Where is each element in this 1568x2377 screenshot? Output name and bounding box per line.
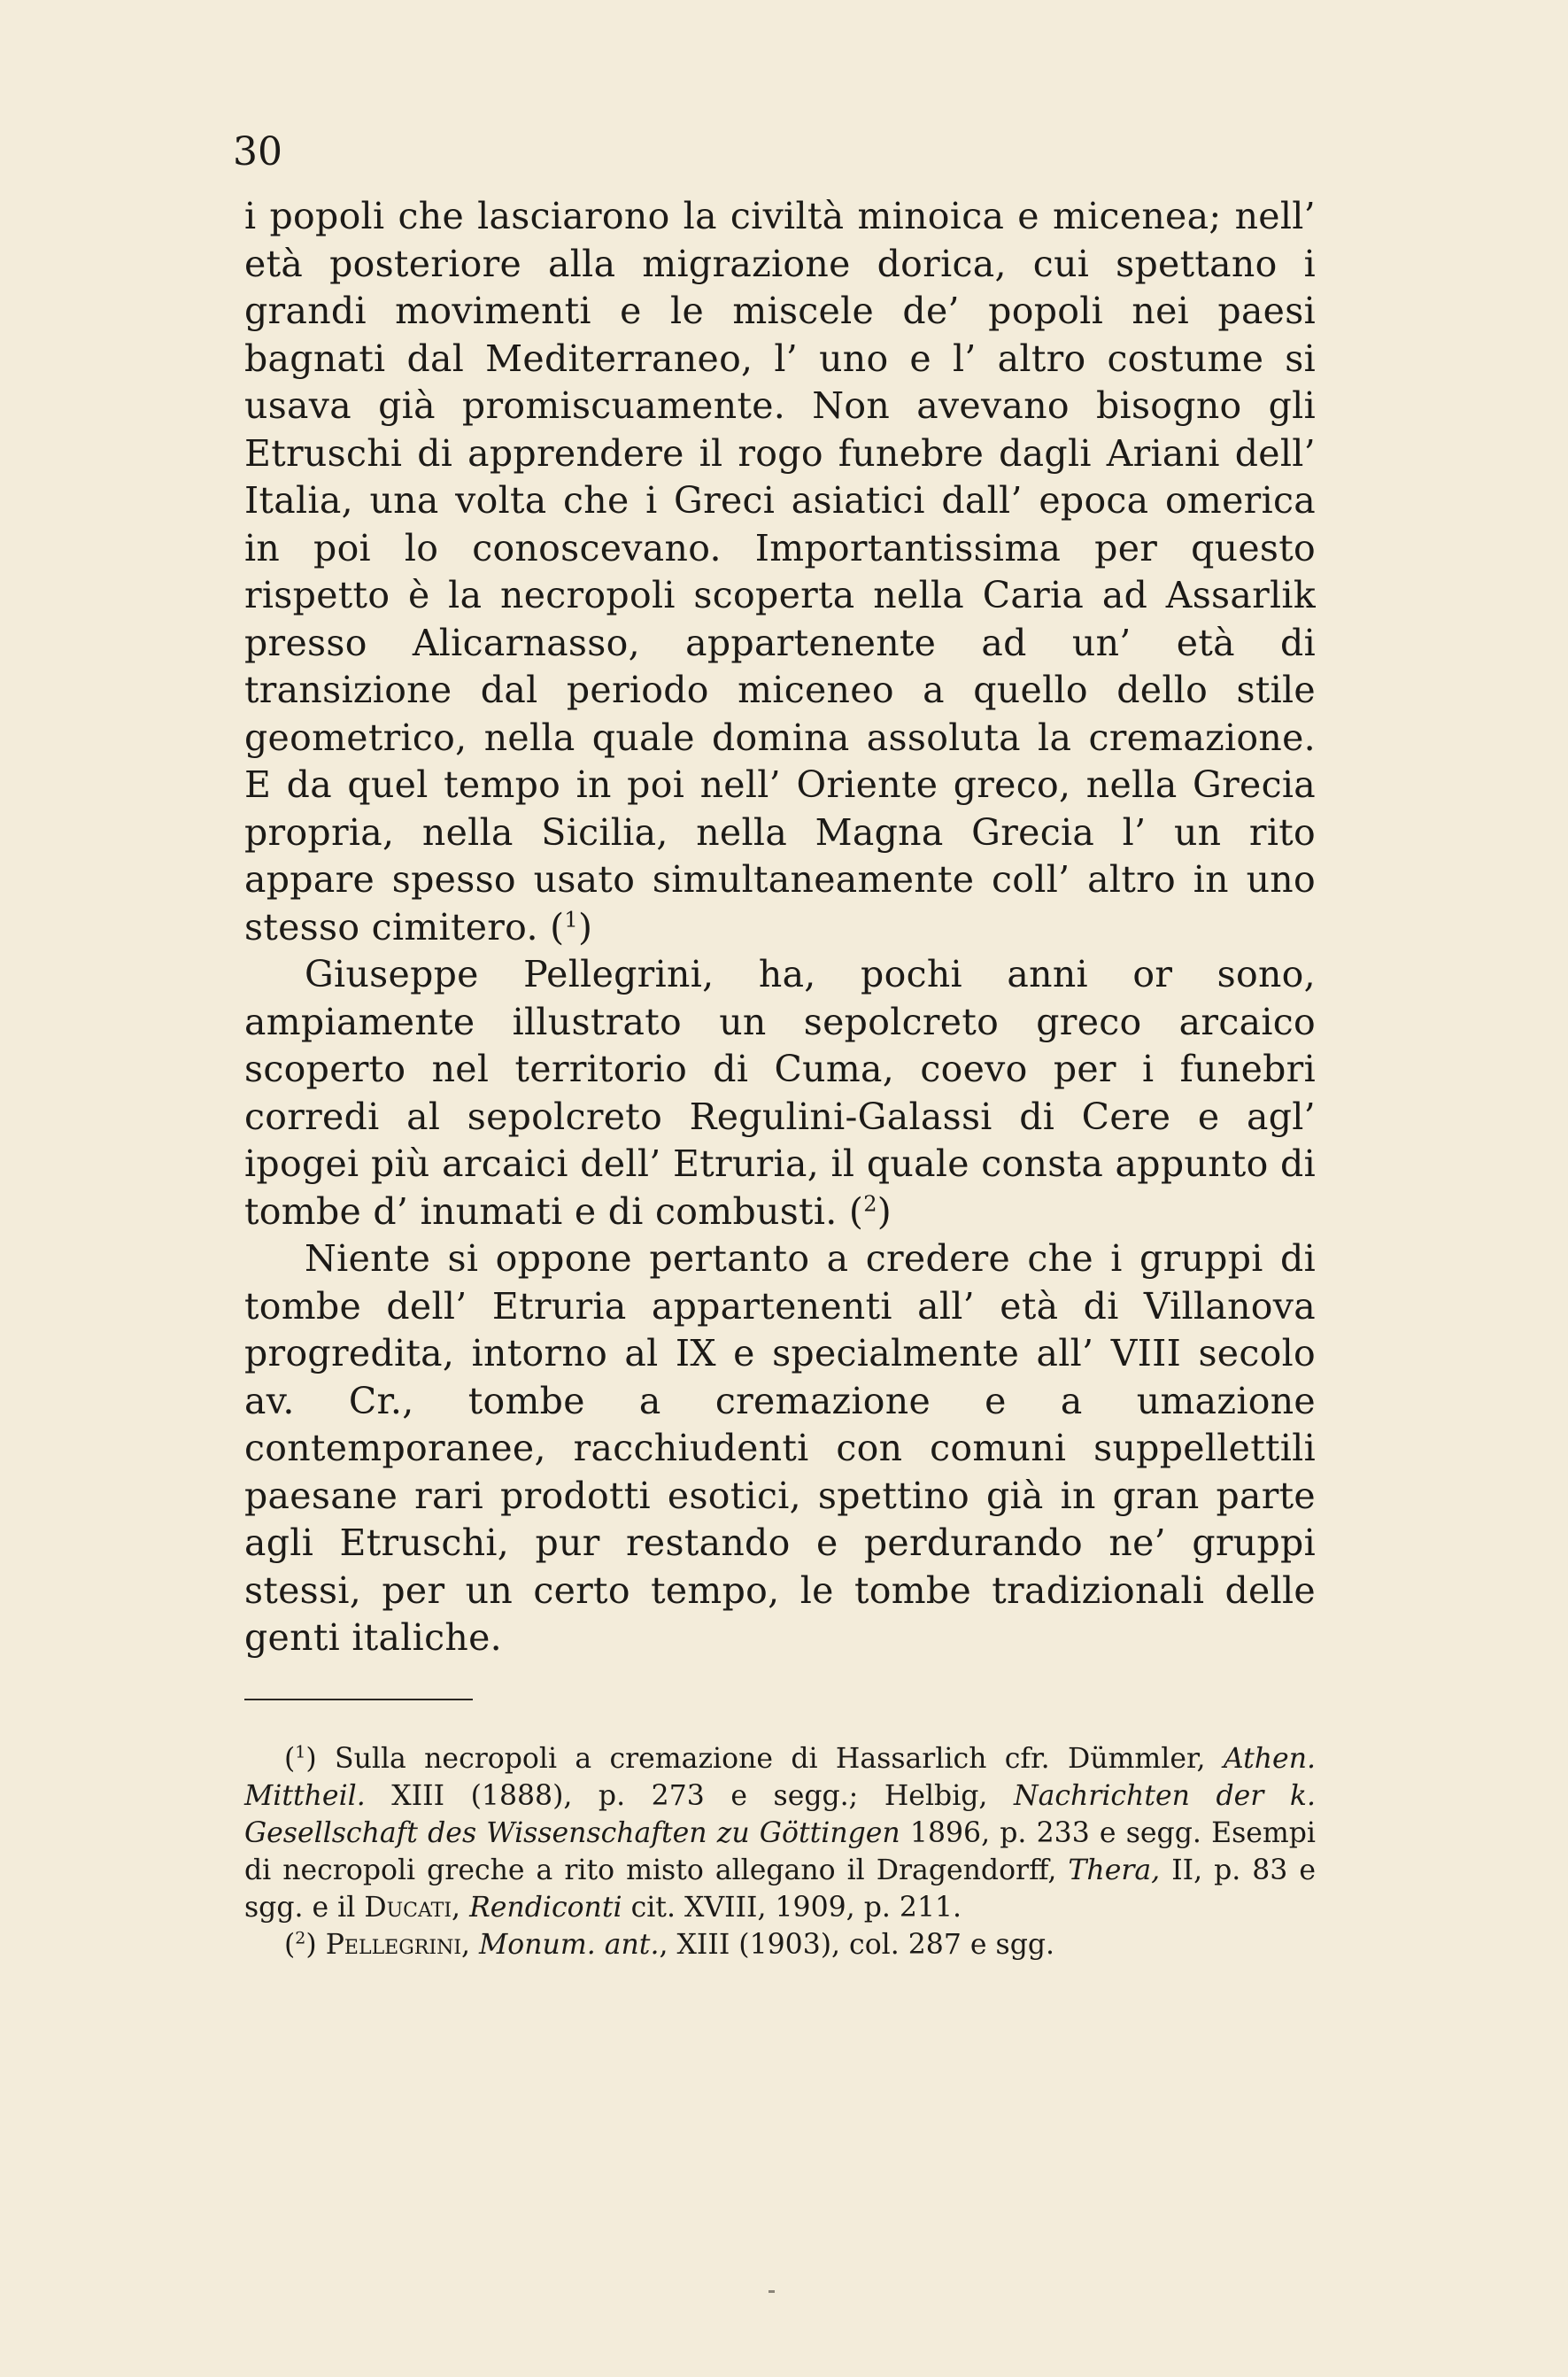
citation-title: Nachrichten der k. Gesellschaft des Wissenschaften zu Göttingen	[244, 1780, 1316, 1849]
citation-title: Athen. Mittheil.	[244, 1743, 1316, 1812]
paragraph-text: Giuseppe Pellegrini, ha, pochi anni or sono, ampiamente illustrato un sepolcreto greco arcaico scoperto nel territorio di Cuma, coevo per i funebri corredi al sepolcreto Regulini-Galassi di Cere e agl’ ipogei più arcaici dell’ Etruria, il quale consta appunto di tombe d’ inumati e di combusti.	[244, 953, 1316, 1233]
paragraph-1	[244, 193, 1316, 951]
footnote-2: ($^2$) Pellegrini, Monum. ant., XIII (1903), col. 287 e sgg.	[284, 1928, 1055, 1961]
footnote-ref: ($^2$)	[848, 1189, 892, 1233]
footnote-marker: ($^1$)	[284, 1742, 317, 1775]
footnotes	[244, 1740, 1316, 1963]
footnote-marker: ($^2$)	[284, 1928, 317, 1961]
body-text	[244, 193, 1316, 1662]
footnote-ref: ($^1$)	[550, 905, 593, 948]
author-name: Ducati	[364, 1892, 452, 1924]
paragraph-2	[244, 951, 1316, 1235]
citation-title: Monum. ant.	[479, 1929, 660, 1961]
author-name: Pellegrini	[325, 1929, 462, 1961]
page-number: 30	[233, 129, 282, 174]
print-mark	[769, 2290, 775, 2293]
footnote-1: ($^1$) Sulla necropoli a cremazione di Hassarlich cfr. Dümmler, Athen. Mittheil. XIII (1888), p. 273 e segg.; Helbig, Nachrichten der k. Gesellschaft des Wissenschaften zu Göttingen 1896, p. 233 e segg. Esempi di necropoli greche a rito misto allegano il Dragendorff, Thera, II, p. 83 e sgg. e il Ducati, Rendiconti cit. XVIII, 1909, p. 211.	[244, 1742, 1316, 1924]
citation-title: Thera,	[1068, 1854, 1161, 1886]
footnote-separator	[244, 1699, 473, 1700]
paragraph-text: i popoli che lasciarono la civiltà minoica e micenea; nell’ età posteriore alla migrazione dorica, cui spettano i grandi movimenti e le miscele de’ popoli nei paesi bagnati dal Mediterraneo, l’ uno e l’ altro costume si usava già promiscuamente. Non avevano bisogno gli Etruschi di apprendere il rogo funebre dagli Ariani dell’ Italia, una volta che i Greci asiatici dall’ epoca omerica in poi lo conoscevano. Importantissima per questo rispetto è la necropoli scoperta nella Caria ad Assarlik presso Alicarnasso, appartenente ad un’ età di transizione dal periodo miceneo a quello dello stile geometrico, nella quale domina assoluta la cremazione. E da quel tempo in poi nell’ Oriente greco, nella Grecia propria, nella Sicilia, nella Magna Grecia l’ un rito appare spesso usato simultaneamente coll’ altro in uno stesso cimitero.	[244, 195, 1316, 948]
paragraph-3	[244, 1235, 1316, 1662]
paragraph-text: Niente si oppone pertanto a credere che i gruppi di tombe dell’ Etruria appartenenti all’ età di Villanova progredita, intorno al IX e specialmente all’ VIII secolo av. Cr., tombe a cremazione e a umazione contemporanee, racchiudenti con comuni suppellettili paesane rari prodotti esotici, spettino già in gran parte agli Etruschi, pur restando e perdurando ne’ gruppi stessi, per un certo tempo, le tombe tradizionali delle genti italiche.	[244, 1237, 1316, 1659]
citation-title: Rendiconti	[469, 1892, 622, 1924]
